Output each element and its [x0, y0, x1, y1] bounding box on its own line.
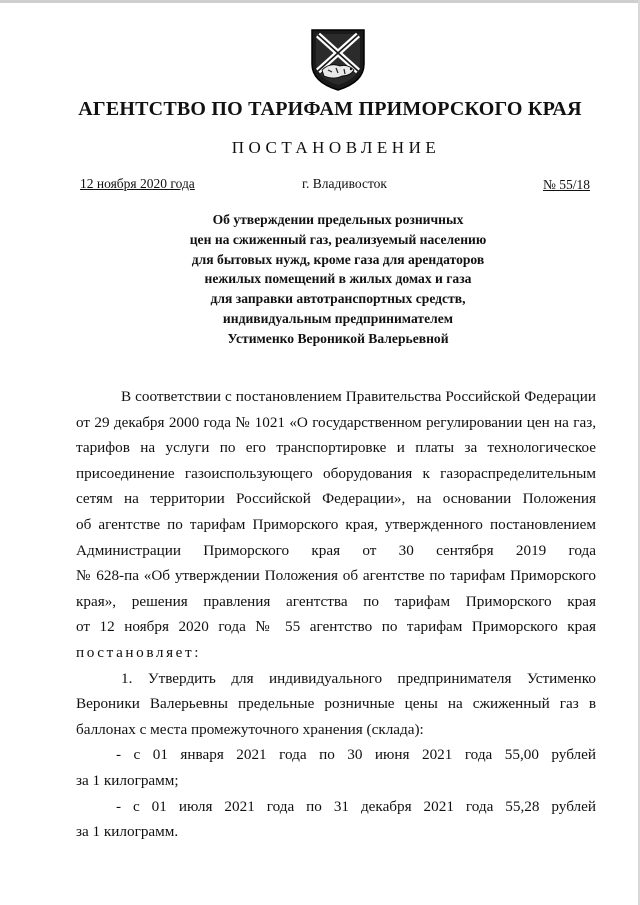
- coat-of-arms-icon: [304, 26, 372, 92]
- clause-1-line: баллонах с места промежуточного хранения (склада):: [76, 720, 424, 738]
- subject-line: для бытовых нужд, кроме газа для арендаторов: [191, 251, 485, 267]
- body-line: № 628-па «Об утверждении Положения об агентстве по тарифам Приморского: [76, 567, 596, 585]
- body-line: тарифов на услуги по его транспортировке и платы за технологическое: [76, 439, 596, 457]
- body-line: В соответствии с постановлением Правительства Российской Федерации: [121, 388, 596, 405]
- price-line: за 1 килограмм.: [76, 823, 179, 841]
- body-line: от 12 ноября 2020 года № 55 агентство по тарифам Приморского края: [76, 618, 596, 636]
- body-line: сетям на территории Российской Федерации», на основании Положения: [76, 490, 596, 508]
- subject-line: Устименко Вероникой Валерьевной: [227, 330, 449, 346]
- price-line: за 1 килограмм;: [76, 771, 179, 789]
- subject-line: цен на сжиженный газ, реализуемый населению: [189, 231, 487, 247]
- document-body: [76, 384, 596, 845]
- agency-title: АГЕНТСТВО ПО ТАРИФАМ ПРИМОРСКОГО КРАЯ: [78, 98, 582, 120]
- clause-1-line: Вероники Валерьевны предельные розничные цены на сжиженный газ в: [76, 695, 596, 713]
- body-line: об агентстве по тарифам Приморского края, утвержденного постановлением: [76, 515, 596, 533]
- document-date: 12 ноября 2020 года: [80, 176, 195, 191]
- clause-1-line: 1. Утвердить для индивидуального предпринимателя Устименко: [121, 669, 596, 687]
- price-line: - с 01 января 2021 года по 30 июня 2021 года 55,00 рублей: [116, 746, 596, 764]
- body-line: края», решения правления агентства по тарифам Приморского края: [76, 592, 596, 610]
- document-number: № 55/18: [542, 177, 590, 192]
- body-line: присоединение газоиспользующего оборудования к газораспределительным: [76, 464, 596, 482]
- document-subject: [140, 210, 536, 349]
- subject-line: индивидуальным предпринимателем: [222, 310, 454, 326]
- scan-edge-top: [0, 0, 640, 3]
- subject-line: Об утверждении предельных розничных: [212, 212, 464, 227]
- subject-line: для заправки автотранспортных средств,: [210, 291, 466, 307]
- body-line-resolves: постановляет:: [76, 643, 202, 661]
- body-line: Администрации Приморского края от 30 сентября 2019 года: [76, 541, 596, 559]
- document-city: г. Владивосток: [302, 176, 387, 191]
- subject-line: нежилых помещений в жилых домах и газа: [204, 271, 472, 287]
- document-type: ПОСТАНОВЛЕНИЕ: [231, 138, 441, 157]
- body-line: от 29 декабря 2000 года № 1021 «О государственном регулировании цен на газ,: [76, 413, 596, 431]
- price-line: - с 01 июля 2021 года по 31 декабря 2021 года 55,28 рублей: [116, 797, 596, 815]
